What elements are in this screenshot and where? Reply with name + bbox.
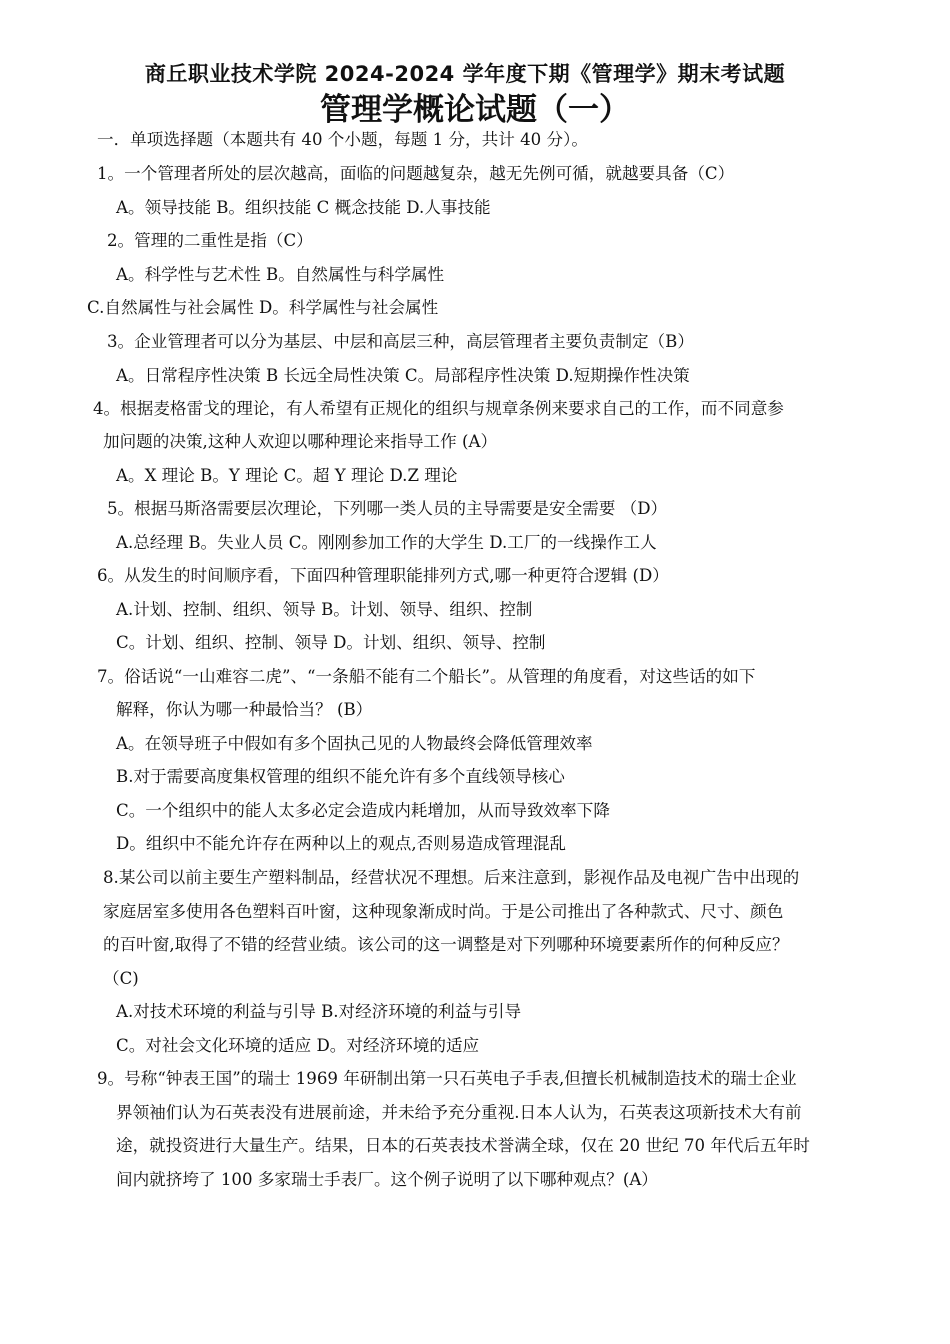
question-2-options-a-b: A。科学性与艺术性 B。自然属性与科学属性 bbox=[116, 265, 445, 284]
question-9-continued: 界领袖们认为石英表没有进展前途，并未给予充分重视.日本人认为，石英表这项新技术大有前 bbox=[116, 1103, 802, 1122]
question-1: 1。一个管理者所处的层次越高，面临的问题越复杂，越无先例可循，就越要具备（C） bbox=[97, 164, 735, 183]
question-7-continued: 解释，你认为哪一种最恰当？ (B） bbox=[116, 700, 373, 719]
question-6-options-a-b: A.计划、控制、组织、领导 B。计划、领导、组织、控制 bbox=[116, 600, 533, 619]
question-1-options: A。领导技能 B。组织技能 C 概念技能 D.人事技能 bbox=[116, 198, 491, 217]
question-4-continued: 加问题的决策,这种人欢迎以哪种理论来指导工作 (A） bbox=[103, 432, 498, 451]
question-2: 2。管理的二重性是指（C） bbox=[107, 231, 313, 250]
question-3-options: A。日常程序性决策 B 长远全局性决策 C。局部程序性决策 D.短期操作性决策 bbox=[116, 366, 690, 385]
question-5-options: A.总经理 B。失业人员 C。刚刚参加工作的大学生 D.工厂的一线操作工人 bbox=[116, 533, 657, 552]
question-7: 7。俗话说“一山难容二虎”、“一条船不能有二个船长”。从管理的角度看，对这些话的如下 bbox=[97, 667, 756, 686]
question-6: 6。从发生的时间顺序看，下面四种管理职能排列方式,哪一种更符合逻辑 (D） bbox=[97, 566, 669, 585]
question-8-options-a-b: A.对技术环境的利益与引导 B.对经济环境的利益与引导 bbox=[116, 1002, 522, 1021]
paper-title: 管理学概论试题（一） bbox=[320, 92, 630, 128]
question-8-options-c-d: C。对社会文化环境的适应 D。对经济环境的适应 bbox=[116, 1036, 480, 1055]
question-7-option-a: A。在领导班子中假如有多个固执己见的人物最终会降低管理效率 bbox=[116, 734, 593, 753]
question-6-options-c-d: C。计划、组织、控制、领导 D。计划、组织、领导、控制 bbox=[116, 633, 546, 652]
question-3: 3。企业管理者可以分为基层、中层和高层三种，高层管理者主要负责制定（B） bbox=[107, 332, 694, 351]
section-heading: 一．单项选择题（本题共有 40 个小题，每题 1 分，共计 40 分）。 bbox=[97, 130, 588, 149]
question-9: 9。号称“钟表王国”的瑞士 1969 年研制出第一只石英电子手表,但擅长机械制造技术的瑞士企业 bbox=[97, 1069, 797, 1088]
question-7-option-b: B.对于需要高度集权管理的组织不能允许有多个直线领导核心 bbox=[116, 767, 565, 786]
question-5: 5。根据马斯洛需要层次理论，下列哪一类人员的主导需要是安全需要 （D） bbox=[107, 499, 668, 518]
question-2-options-c-d: C.自然属性与社会属性 D。科学属性与社会属性 bbox=[87, 298, 439, 317]
question-9-continued: 间内就挤垮了 100 多家瑞士手表厂。这个例子说明了以下哪种观点？(A） bbox=[116, 1170, 658, 1189]
question-8-continued: 家庭居室多使用各色塑料百叶窗，这种现象渐成时尚。于是公司推出了各种款式、尺寸、颜色 bbox=[103, 902, 784, 921]
question-8-continued: 的百叶窗,取得了不错的经营业绩。该公司的这一调整是对下列哪种环境要素所作的何种反应？ bbox=[103, 935, 789, 954]
question-8: 8.某公司以前主要生产塑料制品，经营状况不理想。后来注意到，影视作品及电视广告中出现的 bbox=[103, 868, 800, 887]
question-4-options: A。X 理论 B。Y 理论 C。超 Y 理论 D.Z 理论 bbox=[116, 466, 458, 485]
question-4: 4。根据麦格雷戈的理论，有人希望有正规化的组织与规章条例来要求自己的工作，而不同意参 bbox=[93, 399, 784, 418]
school-exam-title: 商丘职业技术学院 2024-2024 学年度下期《管理学》期末考试题 bbox=[144, 62, 786, 86]
question-7-option-d: D。组织中不能允许存在两种以上的观点,否则易造成管理混乱 bbox=[116, 834, 567, 853]
question-9-continued: 途，就投资进行大量生产。结果，日本的石英表技术誉满全球，仅在 20 世纪 70 年代后五年时 bbox=[116, 1136, 810, 1155]
question-7-option-c: C。一个组织中的能人太多必定会造成内耗增加，从而导致效率下降 bbox=[116, 801, 610, 820]
question-8-answer: （C) bbox=[103, 969, 139, 988]
